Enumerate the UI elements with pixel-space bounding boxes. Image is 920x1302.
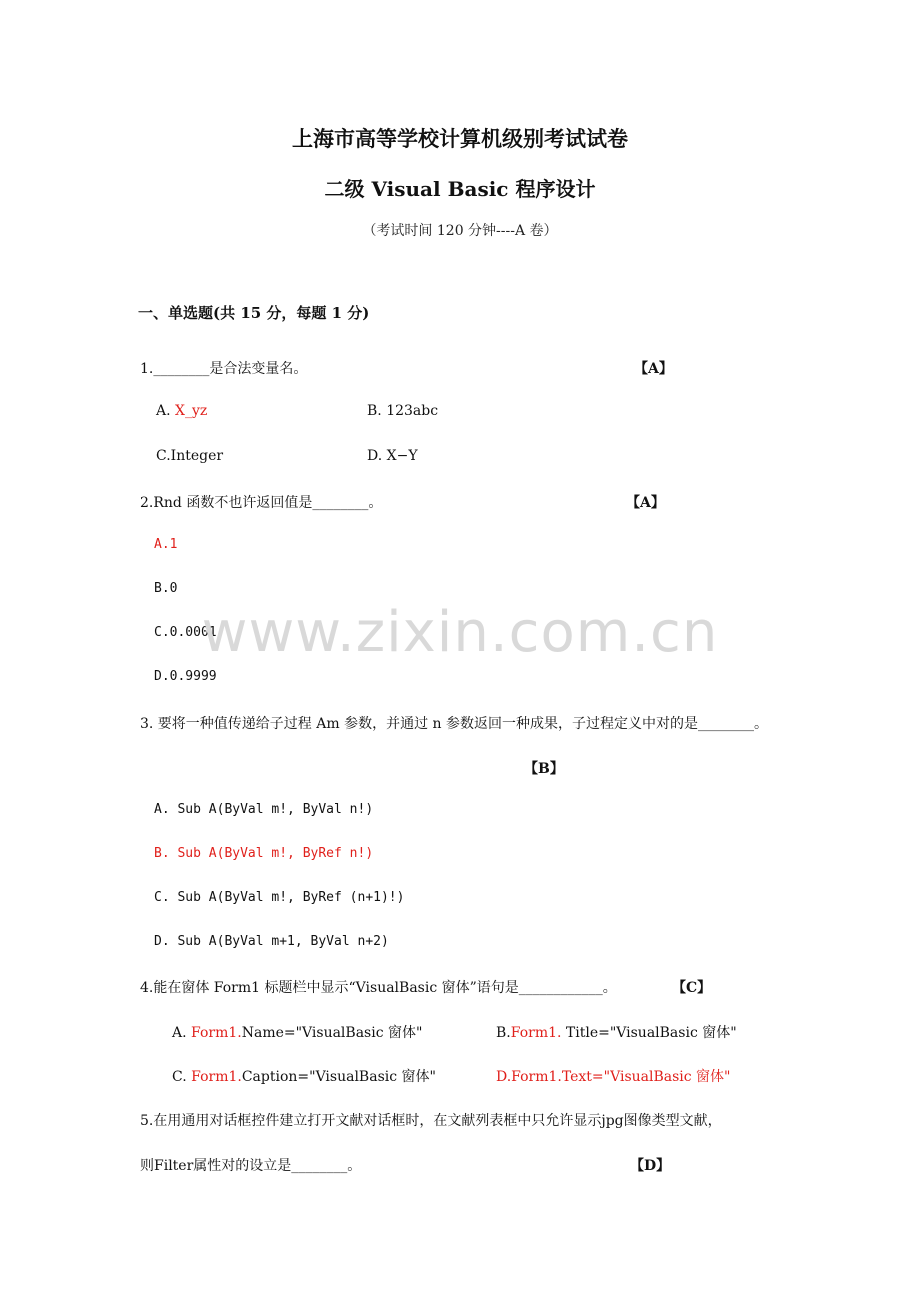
question-5-line-1: 5.在用通用对话框控件建立打开文献对话框时，在文献列表框中只允许显示jpg图像类型文献， xyxy=(140,1113,722,1129)
question-3-option-a: A. Sub A(ByVal m!, ByVal n!) xyxy=(154,802,374,817)
question-3-option-b: B. Sub A(ByVal m!, ByRef n!) xyxy=(154,846,374,861)
question-1-option-d: D. X−Y xyxy=(367,448,418,464)
question-2-option-c: C.0.0001 xyxy=(154,625,217,640)
question-4-option-c: C. Form1.Caption="VisualBasic 窗体" xyxy=(172,1069,436,1085)
page-subtitle: 二级 Visual Basic 程序设计 xyxy=(324,177,596,201)
question-5-answer: 【D】 xyxy=(630,1158,671,1174)
question-3-answer: 【B】 xyxy=(524,761,564,777)
question-2-option-b: B.0 xyxy=(154,581,178,596)
question-1 xyxy=(140,358,307,378)
question-4-option-d: D.Form1.Text="VisualBasic 窗体" xyxy=(496,1069,731,1085)
question-4-option-a: A. Form1.Name="VisualBasic 窗体" xyxy=(172,1025,423,1041)
question-1-number: 1. xyxy=(140,361,154,377)
question-4-option-b: B.Form1. Title="VisualBasic 窗体" xyxy=(496,1025,737,1041)
question-2-option-d: D.0.9999 xyxy=(154,669,217,684)
question-4: 4.能在窗体 Form1 标题栏中显示“VisualBasic 窗体”语句是____________。 xyxy=(140,980,617,996)
question-1-option-b: B. 123abc xyxy=(367,403,439,419)
watermark: www.zixin.com.cn xyxy=(201,600,719,665)
question-2-answer: 【A】 xyxy=(626,495,665,511)
question-1-option-c: C.Integer xyxy=(156,448,224,464)
question-1-option-a: A. X_yz xyxy=(156,403,208,419)
question-4-answer: 【C】 xyxy=(672,980,712,996)
question-1-answer: 【A】 xyxy=(634,361,673,377)
correct-option-text: X_yz xyxy=(175,403,208,419)
question-5-line-2: 则Filter属性对的设立是________。 xyxy=(140,1158,362,1174)
question-2-option-a: A.1 xyxy=(154,537,178,552)
question-3: 3. 要将一种值传递给子过程 Am 参数，并通过 n 参数返回一种成果，子过程定义中对的是________。 xyxy=(140,716,769,732)
question-3-option-c: C. Sub A(ByVal m!, ByRef (n+1)!) xyxy=(154,890,405,905)
exam-time-note: （考试时间 120 分钟----A 卷） xyxy=(362,223,558,239)
page-title: 上海市高等学校计算机级别考试试卷 xyxy=(292,126,628,151)
question-2: 2.Rnd 函数不也许返回值是________。 xyxy=(140,495,383,511)
question-1-blank: ________ xyxy=(153,361,210,377)
question-1-text: 是合法变量名。 xyxy=(209,361,308,377)
section-heading: 一、单选题(共 15 分，每题 1 分) xyxy=(138,304,370,322)
question-3-option-d: D. Sub A(ByVal m+1, ByVal n+2) xyxy=(154,934,389,949)
